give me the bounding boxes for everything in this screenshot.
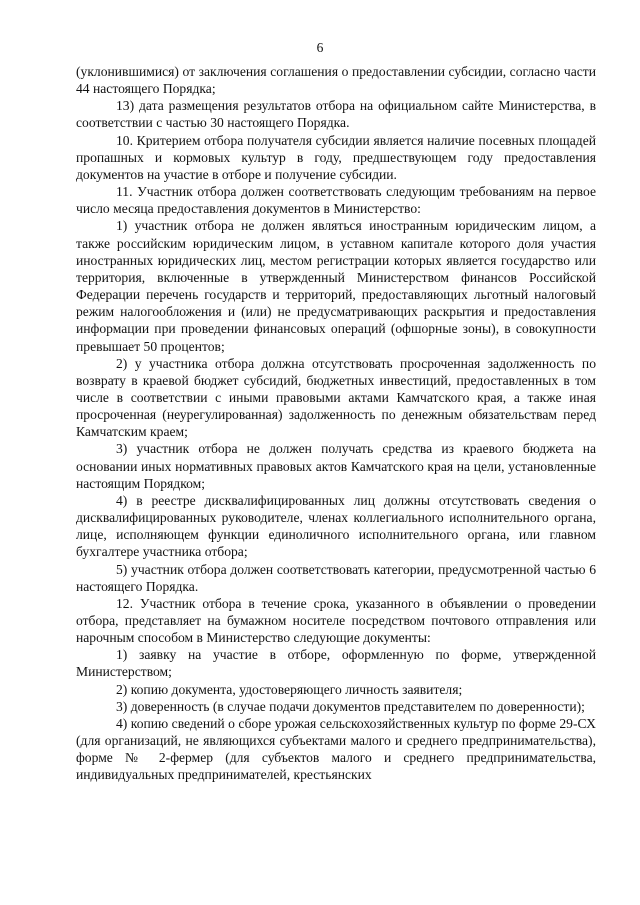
paragraph-section-11: 11. Участник отбора должен соответствовать следующим требованиям на первое число месяца предоставления документов в Министерство: (76, 184, 596, 217)
paragraph-requirement-5: 5) участник отбора должен соответствовать категории, предусмотренной частью 6 настоящего Порядка. (76, 561, 596, 594)
paragraph-document-2: 2) копию документа, удостоверяющего личность заявителя; (116, 681, 463, 697)
paragraph-document-4: 4) копию сведений о сборе урожая сельскохозяйственных культур по форме 29-СХ (для организаций, не являющихся субъектами малого и среднего предпринимательства), форме № 2-фермер (для субъектов малого и среднего предпринимательства, индивидуальных предпринимателей, крестьянских (76, 715, 596, 783)
paragraph-document-1: 1) заявку на участие в отборе, оформленную по форме, утвержденной Министерством; (76, 647, 596, 680)
paragraph-section-12: 12. Участник отбора в течение срока, указанного в объявлении о проведении отбора, представляет на бумажном носителе посредством почтового отправления или нарочным способом в Министерство следующие документы: (76, 595, 596, 646)
paragraph-requirement-2: 2) у участника отбора должна отсутствовать просроченная задолженность по возврату в краевой бюджет субсидий, бюджетных инвестиций, предоставленных в том числе в соответствии с иными правовыми актами Камчатского края, а также иная просроченная (неурегулированная) задолженность по денежным обязательствам перед Камчатским краем; (76, 355, 596, 440)
document-body (76, 63, 596, 784)
paragraph-requirement-3: 3) участник отбора не должен получать средства из краевого бюджета на основании иных нормативных правовых актов Камчатского края на цели, установленные настоящим Порядком; (76, 441, 596, 491)
paragraph-section-10: 10. Критерием отбора получателя субсидии является наличие посевных площадей пропашных и кормовых культур в году, предшествующем году предоставления документов на участие в отборе и получение субсидии. (76, 132, 596, 182)
paragraph-document-3: 3) доверенность (в случае подачи документов представителем по доверенности); (116, 698, 585, 714)
paragraph-continuation: (уклонившимися) от заключения соглашения о предоставлении субсидии, согласно части 44 настоящего Порядка; (76, 64, 596, 97)
paragraph-requirement-1: 1) участник отбора не должен являться иностранным юридическим лицом, а также российским юридическим лицом, в уставном капитале которого доля участия иностранных юридических лиц, местом регистрации которых является государство или территория, включенные в утвержденный Министерством финансов Российской Федерации перечень государств и территорий, предоставляющих льготный налоговый режим налогообложения и (или) не предусматривающих раскрытия и предоставления информации при проведении финансовых операций (офшорные зоны), в совокупности превышает 50 процентов; (76, 218, 596, 354)
paragraph-requirement-4: 4) в реестре дисквалифицированных лиц должны отсутствовать сведения о дисквалифицированных руководителе, членах коллегиального исполнительного органа, лице, исполняющем функции единоличного исполнительного органа, или главном бухгалтере участника отбора; (76, 492, 596, 560)
paragraph-item-13: 13) дата размещения результатов отбора на официальном сайте Министерства, в соответствии с частью 30 настоящего Порядка. (76, 98, 596, 131)
page-number: 6 (316, 40, 324, 55)
